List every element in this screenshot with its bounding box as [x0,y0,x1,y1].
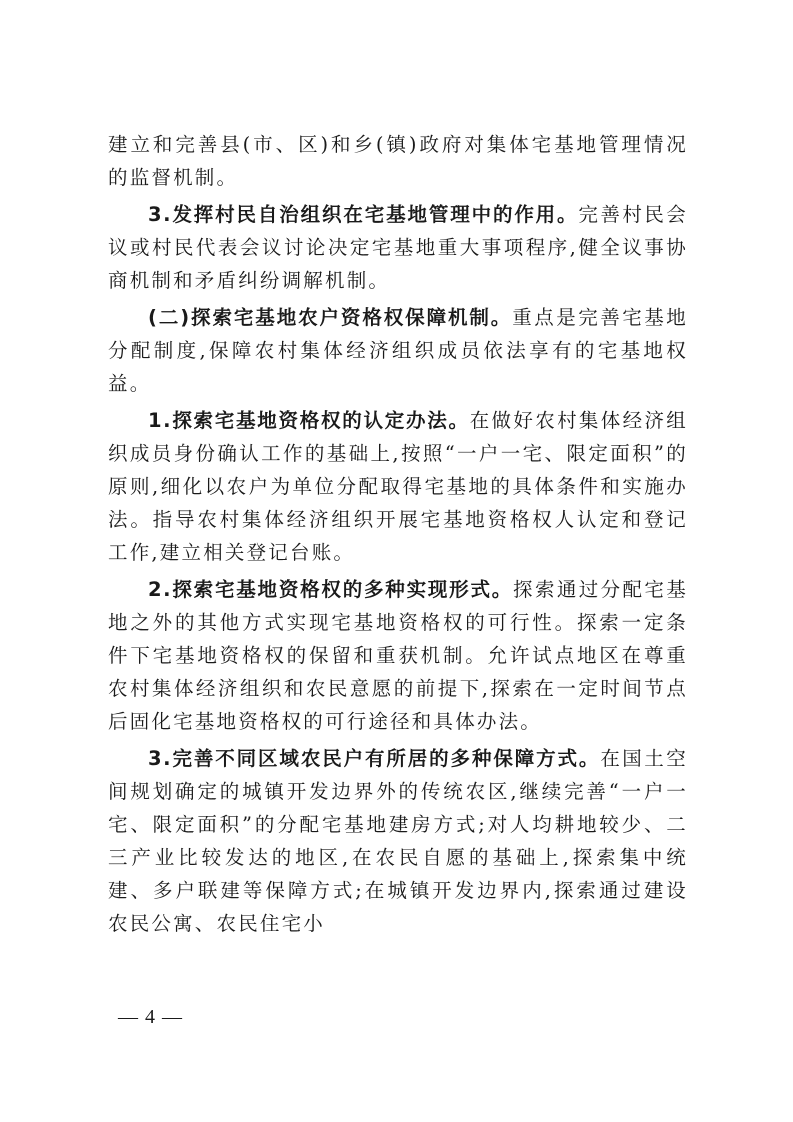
document-body [108,128,688,940]
paragraph-text: 探索通过分配宅基地之外的其他方式实现宅基地资格权的可行性。探索一定条件下宅基地资格权的保留和重获机制。允许试点地区在尊重农村集体经济组织和农民意愿的前提下,探索在一定时间节点后固化宅基地资格权的可行途径和具体办法。 [108,578,688,733]
paragraph-text: 重点是完善宅基地分配制度,保障农村集体经济组织成员依法享有的宅基地权益。 [108,306,688,395]
paragraph-heading: 3.完善不同区域农民户有所居的多种保障方式。 [148,747,601,770]
paragraph-village-autonomy [108,198,688,297]
paragraph-supervision [108,128,688,194]
paragraph-heading: 2.探索宅基地资格权的多种实现形式。 [148,578,514,601]
section-heading-qualification-rights [108,301,688,400]
paragraph-text: 建立和完善县(市、区)和乡(镇)政府对集体宅基地管理情况的监督机制。 [108,133,688,189]
page-number: — 4 — [118,1006,183,1028]
paragraph-text: 在做好农村集体经济组织成员身份确认工作的基础上,按照“一户一宅、限定面积”的原则,细化以农户为单位分配取得宅基地的具体条件和实施办法。指导农村集体经济组织开展宅基地资格权人认定和登记工作,建立相关登记台账。 [108,409,688,564]
paragraph-text: 在国土空间规划确定的城镇开发边界外的传统农区,继续完善“一户一宅、限定面积”的分配宅基地建房方式;对人均耕地较少、二三产业比较发达的地区,在农民自愿的基础上,探索集中统建、多户联建等保障方式;在城镇开发边界内,探索通过建设农民公寓、农民住宅小 [108,747,688,935]
paragraph-housing-guarantee [108,742,688,940]
paragraph-heading: 1.探索宅基地资格权的认定办法。 [148,409,470,432]
paragraph-identification-method [108,404,688,569]
paragraph-heading: (二)探索宅基地农户资格权保障机制。 [148,306,513,329]
paragraph-realization-forms [108,573,688,738]
paragraph-text: 完善村民会议或村民代表会议讨论决定宅基地重大事项程序,健全议事协商机制和矛盾纠纷调解机制。 [108,203,688,292]
paragraph-heading: 3.发挥村民自治组织在宅基地管理中的作用。 [148,203,579,226]
